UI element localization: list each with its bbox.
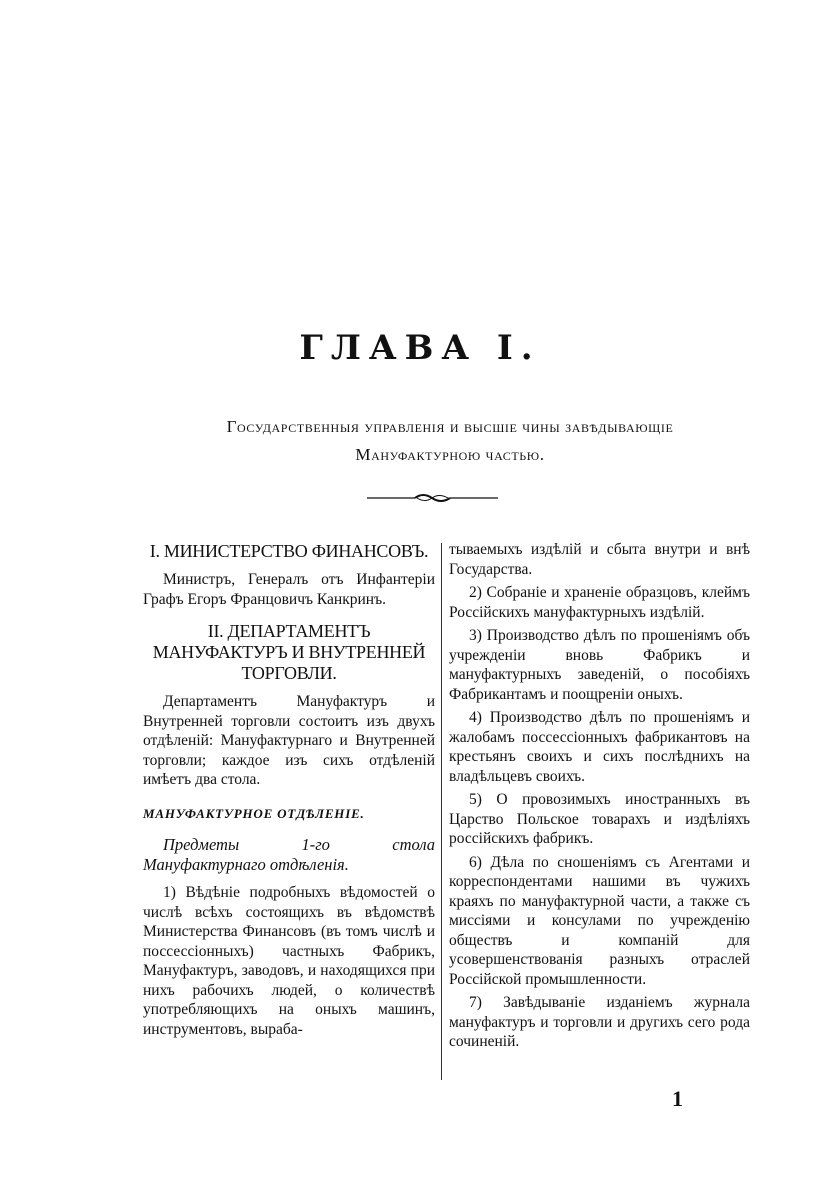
minister-text: Министръ, Генералъ отъ Инфантеріи Графъ Егоръ Францовичъ Канкринъ. (143, 571, 435, 608)
subsection-heading: МАНУФАКТУРНОЕ ОТДѢЛЕНІЕ. (143, 805, 365, 821)
chapter-title: ГЛАВА I. (299, 328, 541, 368)
item-7: 7) Завѣдываніе изданіемъ журнала мануфактуръ и торговли и другихъ сего рода сочиненій. (449, 994, 750, 1050)
item-1: 1) Вѣдѣніе подробныхъ вѣдомостей о числѣ всѣхъ состоящихъ въ вѣдомствѣ Министерства Финансовъ (въ томъ числѣ и поссессіонныхъ) частныхъ Фабрикъ, Мануфактуръ, заводовъ, и находящихся при нихъ рабочихъ людей, о количествѣ употребляющихъ на оныхъ машинъ, инструментовъ, выраба- (143, 884, 435, 1038)
item-3: 3) Производство дѣлъ по прошеніямъ объ учрежденіи вновь Фабрикъ и мануфактурныхъ заведеній, о пособіяхъ Фабрикантамъ и поощреніи оныхъ. (449, 627, 750, 703)
item-5: 5) О провозимыхъ иностранныхъ въ Царство Польское товарахъ и издѣліяхъ россійскихъ фабрикъ. (449, 791, 750, 847)
department-text: Департаментъ Мануфактуръ и Внутренней торговли состоитъ изъ двухъ отдѣленій: Мануфактурнаго и Внутренней торговли; каждое изъ сихъ отдѣленій имѣетъ два стола. (143, 693, 435, 788)
section-heading-ministry: I. МИНИСТЕРСТВО ФИНАНСОВЪ. (149, 541, 429, 561)
subjects-heading: Предметы 1-го стола Мануфактурнаго отдѣленія. (143, 835, 435, 874)
section-heading-department: II. ДЕПАРТАМЕНТЪ МАНУФАКТУРЪ И ВНУТРЕННЕЙ ТОРГОВЛИ. (152, 621, 426, 683)
item-4: 4) Производство дѣлъ по прошеніямъ и жалобамъ поссессіонныхъ фабрикантовъ на крестьянъ своихъ и сихъ послѣднихъ на владѣльцевъ своихъ. (449, 709, 750, 785)
left-column (143, 540, 435, 1039)
item-6: 6) Дѣла по сношеніямъ съ Агентами и корреспондентами нашими въ чужихъ краяхъ по мануфактурной части, а также съ миссіями и консулами по учрежденію обществъ и компаній для усовершенствованія разныхъ отраслей Россійской промышленности. (449, 853, 750, 988)
right-column (449, 540, 750, 1052)
item-2: 2) Собраніе и храненіе образцовъ, клеймъ Россійскихъ мануфактурныхъ издѣлій. (449, 584, 750, 621)
ornament-divider (365, 491, 500, 505)
subtitle-line-1: Государственныя управленія и высшіе чины завѣдывающіе (226, 417, 674, 436)
column-divider (441, 543, 442, 1080)
subtitle-line-2: Мануфактурною частью. (355, 445, 545, 464)
page-number: 1 (672, 1086, 683, 1111)
continued-text: тываемыхъ издѣлій и сбыта внутри и внѣ Государства. (449, 541, 750, 578)
chapter-subtitle (130, 413, 770, 469)
